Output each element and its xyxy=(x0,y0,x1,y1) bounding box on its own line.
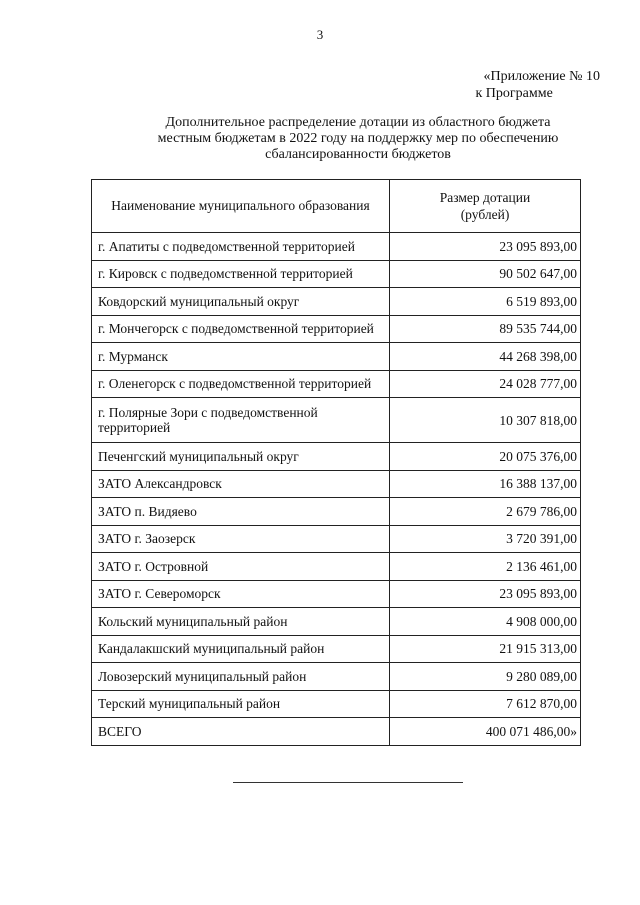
appendix-reference xyxy=(476,68,601,102)
table-row xyxy=(92,498,581,526)
municipality-name: г. Мурманск xyxy=(92,343,390,371)
subsidy-amount: 89 535 744,00 xyxy=(390,315,581,343)
table-row xyxy=(92,398,581,443)
table-row xyxy=(92,635,581,663)
title-line-3: сбалансированности бюджетов xyxy=(265,147,451,162)
page-number: 3 xyxy=(316,27,324,42)
total-amount: 400 071 486,00» xyxy=(390,718,581,746)
municipality-name: Ковдорский муниципальный округ xyxy=(92,288,390,316)
subsidy-amount: 90 502 647,00 xyxy=(390,260,581,288)
municipality-name: г. Апатиты с подведомственной территорией xyxy=(92,233,390,261)
municipality-name: Терский муниципальный район xyxy=(92,690,390,718)
table-row xyxy=(92,608,581,636)
subsidy-amount: 44 268 398,00 xyxy=(390,343,581,371)
table-header-row xyxy=(92,180,581,233)
distribution-table xyxy=(91,179,581,746)
table-row xyxy=(92,553,581,581)
document-title xyxy=(128,115,588,163)
subsidy-amount: 6 519 893,00 xyxy=(390,288,581,316)
subsidy-amount: 7 612 870,00 xyxy=(390,690,581,718)
subsidy-amount: 9 280 089,00 xyxy=(390,663,581,691)
subsidy-amount: 4 908 000,00 xyxy=(390,608,581,636)
title-line-2: местным бюджетам в 2022 году на поддержку мер по обеспечению xyxy=(157,131,559,146)
subsidy-amount: 2 136 461,00 xyxy=(390,553,581,581)
municipality-name: г. Оленегорск с подведомственной территорией xyxy=(92,370,390,398)
table-row xyxy=(92,690,581,718)
municipality-name: ЗАТО Александровск xyxy=(92,470,390,498)
municipality-name: ЗАТО п. Видяево xyxy=(92,498,390,526)
subsidy-amount: 10 307 818,00 xyxy=(390,398,581,443)
table-row xyxy=(92,343,581,371)
table-row xyxy=(92,580,581,608)
table-row xyxy=(92,315,581,343)
title-line-1: Дополнительное распределение дотации из областного бюджета xyxy=(165,115,551,130)
subsidy-amount: 16 388 137,00 xyxy=(390,470,581,498)
table-row xyxy=(92,663,581,691)
municipality-name: г. Мончегорск с подведомственной территорией xyxy=(92,315,390,343)
table-row xyxy=(92,470,581,498)
municipality-name: ЗАТО г. Заозерск xyxy=(92,525,390,553)
closing-divider xyxy=(233,782,463,783)
subsidy-amount: 2 679 786,00 xyxy=(390,498,581,526)
table-row xyxy=(92,443,581,471)
municipality-name: Печенгский муниципальный округ xyxy=(92,443,390,471)
municipality-name: г. Полярные Зори с подведомственной территорией xyxy=(92,398,390,443)
appendix-line-2: к Программе xyxy=(475,86,553,101)
table-row xyxy=(92,370,581,398)
total-label: ВСЕГО xyxy=(92,718,390,746)
table-row xyxy=(92,525,581,553)
subsidy-amount: 21 915 313,00 xyxy=(390,635,581,663)
municipality-name: Ловозерский муниципальный район xyxy=(92,663,390,691)
header-amount xyxy=(390,180,581,233)
header-amount-line-2: (рублей) xyxy=(460,207,510,222)
municipality-name: г. Кировск с подведомственной территорией xyxy=(92,260,390,288)
subsidy-amount: 23 095 893,00 xyxy=(390,233,581,261)
table-row xyxy=(92,288,581,316)
municipality-name: Кольский муниципальный район xyxy=(92,608,390,636)
header-amount-line-1: Размер дотации xyxy=(439,190,531,205)
table-row xyxy=(92,233,581,261)
municipality-name: Кандалакшский муниципальный район xyxy=(92,635,390,663)
municipality-name: ЗАТО г. Североморск xyxy=(92,580,390,608)
appendix-line-1: «Приложение № 10 xyxy=(483,69,600,84)
subsidy-amount: 24 028 777,00 xyxy=(390,370,581,398)
municipality-name: ЗАТО г. Островной xyxy=(92,553,390,581)
header-name: Наименование муниципального образования xyxy=(92,180,390,233)
table-row xyxy=(92,260,581,288)
table-total-row xyxy=(92,718,581,746)
subsidy-amount: 20 075 376,00 xyxy=(390,443,581,471)
subsidy-amount: 23 095 893,00 xyxy=(390,580,581,608)
subsidy-amount: 3 720 391,00 xyxy=(390,525,581,553)
